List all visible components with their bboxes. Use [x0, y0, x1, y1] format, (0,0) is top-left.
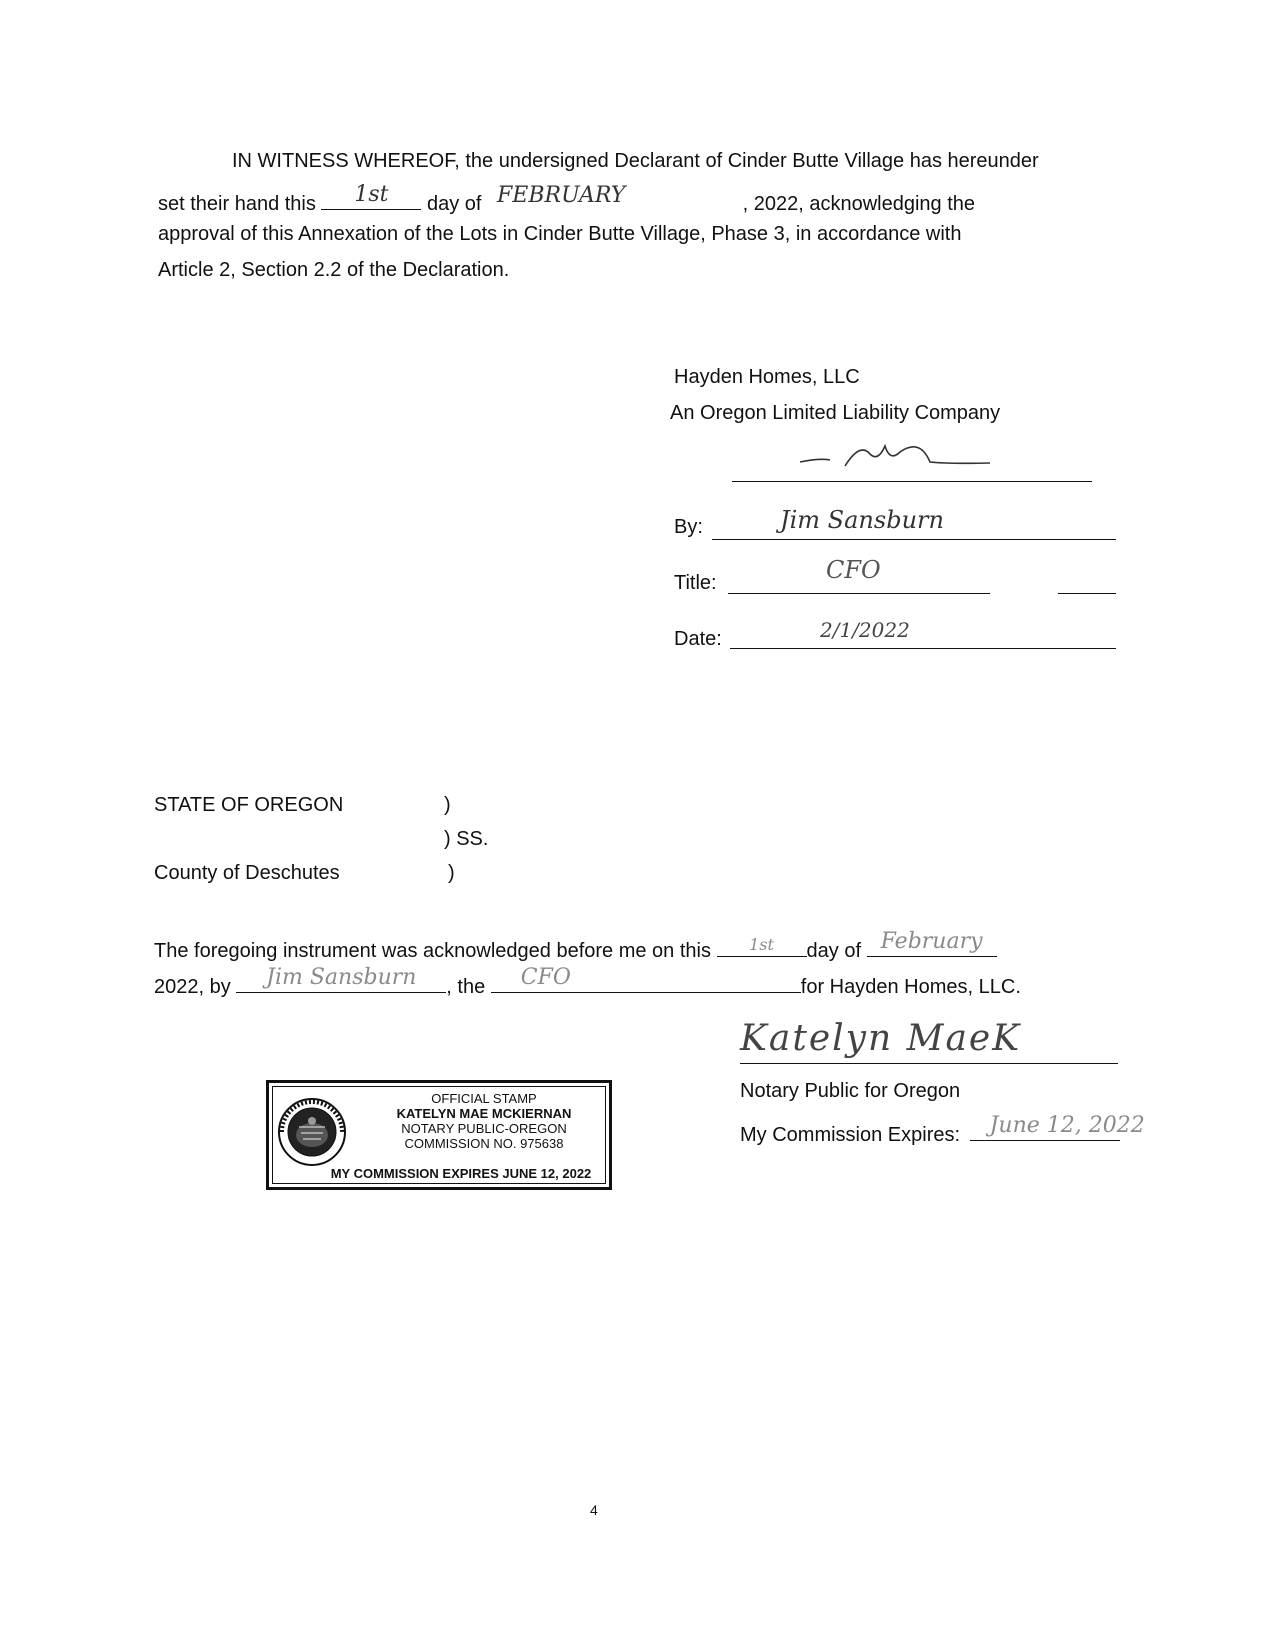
witness-line-2-start: set their hand this — [158, 193, 316, 215]
stamp-expires: MY COMMISSION EXPIRES JUNE 12, 2022 — [330, 1166, 592, 1181]
notary-signature: Katelyn MaeK — [740, 1018, 1022, 1059]
venue-ss: ) SS. — [444, 828, 489, 850]
ack-line-1 — [154, 929, 997, 963]
ack-title-handwritten: CFO — [520, 965, 571, 990]
venue-state: STATE OF OREGON — [154, 794, 344, 816]
title-handwritten: CFO — [826, 556, 881, 584]
stamp-text-block — [365, 1091, 603, 1151]
witness-day-handwritten: 1st — [354, 182, 389, 207]
ack-line-2 — [154, 965, 1021, 999]
ack-day-field — [717, 934, 807, 957]
page-number: 4 — [590, 1502, 598, 1518]
witness-line-2-mid: day of — [427, 193, 482, 215]
notary-label: Notary Public for Oregon — [740, 1080, 961, 1102]
notary-expires-handwritten: June 12, 2022 — [989, 1113, 1145, 1138]
ack-name-field — [236, 965, 446, 993]
witness-line-3: approval of this Annexation of the Lots in Cinder Butte Village, Phase 3, in accordance with — [158, 223, 962, 245]
date-label: Date: — [674, 628, 722, 650]
by-handwritten: Jim Sansburn — [780, 506, 944, 534]
date-handwritten: 2/1/2022 — [820, 618, 910, 642]
ack-line-2-start: 2022, by — [154, 976, 231, 998]
ack-title-field — [491, 965, 801, 993]
notary-signature-line — [740, 1063, 1118, 1064]
stamp-official: OFFICIAL STAMP — [431, 1091, 537, 1106]
signature-line — [732, 481, 1092, 482]
witness-day-field — [321, 182, 421, 210]
company-type: An Oregon Limited Liability Company — [670, 402, 1001, 424]
ack-line-1-mid: day of — [806, 940, 862, 962]
ack-month-handwritten: February — [880, 929, 983, 954]
notary-expires-label: My Commission Expires: — [740, 1124, 961, 1146]
stamp-name: KATELYN MAE MCKIERNAN — [396, 1106, 572, 1121]
witness-line-4: Article 2, Section 2.2 of the Declaration. — [158, 259, 510, 281]
title-line-tail — [1058, 593, 1116, 594]
witness-month-handwritten: FEBRUARY — [497, 183, 626, 208]
venue-paren-3: ) — [448, 862, 455, 884]
witness-line-2-end: , 2022, acknowledging the — [742, 193, 976, 215]
by-line — [712, 539, 1116, 540]
title-line — [728, 593, 990, 594]
ack-line-2-mid: , the — [446, 976, 486, 998]
by-label: By: — [674, 516, 703, 538]
date-line — [730, 648, 1116, 649]
venue-paren-1: ) — [444, 794, 451, 816]
ack-day-handwritten: 1st — [749, 935, 774, 954]
company-name: Hayden Homes, LLC — [674, 366, 860, 388]
witness-month-field — [487, 183, 737, 210]
ack-month-field — [867, 929, 997, 957]
witness-line-1: IN WITNESS WHEREOF, the undersigned Declarant of Cinder Butte Village has hereunder — [232, 150, 1039, 172]
ack-line-1-start: The foregoing instrument was acknowledged before me on this — [154, 940, 711, 962]
venue-county: County of Deschutes — [154, 862, 340, 884]
stamp-notary: NOTARY PUBLIC-OREGON — [401, 1121, 567, 1136]
ack-name-handwritten: Jim Sansburn — [266, 965, 417, 990]
witness-line-2 — [158, 182, 976, 216]
officer-signature-mark — [790, 432, 1030, 482]
notary-expires — [740, 1113, 1145, 1147]
title-label: Title: — [674, 572, 717, 594]
official-notary-stamp — [266, 1080, 612, 1190]
state-seal-icon — [277, 1097, 347, 1167]
notary-expires-field — [970, 1113, 1145, 1141]
ack-line-2-end: for Hayden Homes, LLC. — [800, 976, 1021, 998]
stamp-commission-no: COMMISSION NO. 975638 — [404, 1136, 564, 1151]
